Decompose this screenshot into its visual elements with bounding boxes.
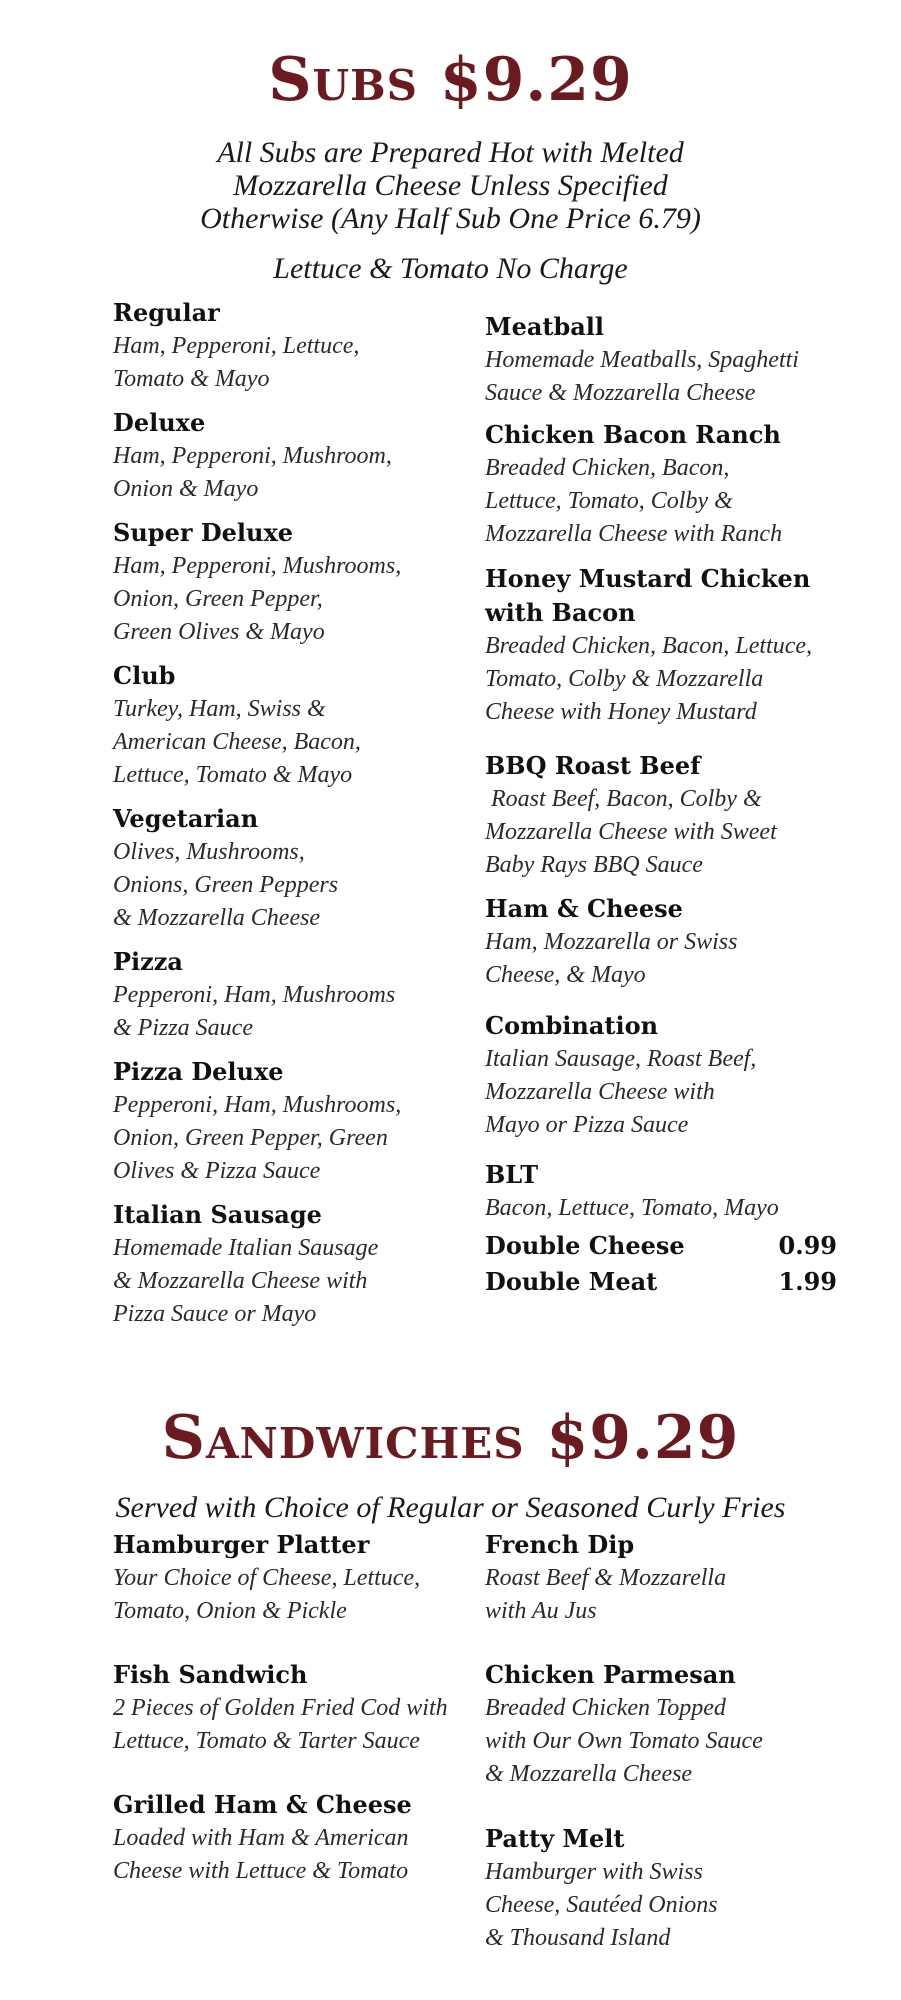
item-desc: Sauce & Mozzarella Cheese	[485, 380, 756, 406]
item-desc: Roast Beef, Bacon, Colby &	[485, 786, 762, 812]
subs-subtitle-line: All Subs are Prepared Hot with Melted	[217, 136, 684, 169]
item-desc: Ham, Pepperoni, Mushroom,	[113, 443, 392, 469]
subs-title: Subs $9.29	[268, 45, 633, 115]
item-name: Grilled Ham & Cheese	[113, 1790, 412, 1819]
item-desc: Onion, Green Pepper,	[113, 586, 323, 612]
item-desc: Cheese, Sautéed Onions	[485, 1892, 718, 1918]
item-name: Combination	[485, 1011, 659, 1040]
menu-item-regular	[113, 296, 463, 396]
item-desc: Pizza Sauce or Mayo	[113, 1301, 317, 1327]
item-name: Hamburger Platter	[113, 1530, 370, 1559]
item-desc: Breaded Chicken Topped	[485, 1695, 726, 1721]
item-desc: Homemade Meatballs, Spaghetti	[485, 347, 799, 373]
item-name: Pizza Deluxe	[113, 1057, 284, 1086]
item-desc: Tomato & Mayo	[113, 366, 270, 392]
subs-note: Lettuce & Tomato No Charge	[273, 252, 628, 285]
item-desc: with Au Jus	[485, 1598, 597, 1624]
addon-name: Double Cheese	[485, 1231, 685, 1260]
menu-item-chicken-parmesan	[485, 1658, 845, 1791]
item-desc: Onions, Green Peppers	[113, 872, 339, 898]
menu-item-vegetarian	[113, 802, 463, 935]
item-name: Vegetarian	[113, 804, 259, 833]
item-desc: Cheese with Lettuce & Tomato	[113, 1858, 409, 1884]
item-desc: Cheese, & Mayo	[485, 962, 646, 988]
item-name: Ham & Cheese	[485, 894, 683, 923]
addon-price: 1.99	[778, 1267, 837, 1296]
item-desc: Ham, Pepperoni, Lettuce,	[113, 333, 360, 359]
item-desc: Loaded with Ham & American	[113, 1825, 409, 1851]
sandwiches-subtitle: Served with Choice of Regular or Seasoned Curly Fries	[115, 1491, 786, 1524]
subs-subtitle	[0, 136, 901, 235]
item-desc: 2 Pieces of Golden Fried Cod with	[113, 1695, 448, 1721]
menu-item-pizza-deluxe	[113, 1055, 463, 1188]
menu-item-bbq-roast-beef	[485, 749, 845, 882]
item-desc: Mozzarella Cheese with	[485, 1079, 715, 1105]
item-name: Deluxe	[113, 408, 206, 437]
subs-subtitle-line: Mozzarella Cheese Unless Specified	[233, 169, 668, 202]
item-desc: & Pizza Sauce	[113, 1015, 253, 1041]
item-desc: & Mozzarella Cheese	[113, 905, 321, 931]
addon-double-cheese	[485, 1229, 837, 1263]
item-desc: Olives & Pizza Sauce	[113, 1158, 321, 1184]
item-name: Chicken Parmesan	[485, 1660, 736, 1689]
item-name: Honey Mustard Chicken	[485, 564, 811, 593]
item-desc: Bacon, Lettuce, Tomato, Mayo	[485, 1195, 779, 1221]
item-name: Regular	[113, 298, 220, 327]
item-desc: Olives, Mushrooms,	[113, 839, 305, 865]
item-desc: Turkey, Ham, Swiss &	[113, 696, 326, 722]
item-name: French Dip	[485, 1530, 635, 1559]
item-name: Club	[113, 661, 176, 690]
menu-item-grilled-ham-and-cheese	[113, 1788, 473, 1888]
item-desc: Green Olives & Mayo	[113, 619, 325, 645]
menu-item-ham-and-cheese	[485, 892, 845, 992]
item-name: Chicken Bacon Ranch	[485, 420, 781, 449]
addon-price: 0.99	[778, 1231, 837, 1260]
addon-double-meat	[485, 1265, 837, 1299]
item-desc: Breaded Chicken, Bacon, Lettuce,	[485, 633, 812, 659]
item-desc: Mozzarella Cheese with Ranch	[485, 521, 783, 547]
menu-item-super-deluxe	[113, 516, 463, 649]
item-desc: Ham, Mozzarella or Swiss	[485, 929, 738, 955]
addon-name: Double Meat	[485, 1267, 658, 1296]
item-desc: Lettuce, Tomato, Colby &	[485, 488, 733, 514]
item-desc: Italian Sausage, Roast Beef,	[485, 1046, 757, 1072]
item-desc: Lettuce, Tomato & Mayo	[113, 762, 353, 788]
item-name: Super Deluxe	[113, 518, 294, 547]
menu-item-patty-melt	[485, 1822, 845, 1955]
item-name: BBQ Roast Beef	[485, 751, 701, 780]
item-desc: Roast Beef & Mozzarella	[485, 1565, 727, 1591]
item-name-line2: with Bacon	[485, 598, 636, 627]
menu-item-italian-sausage	[113, 1198, 463, 1331]
menu-item-pizza	[113, 945, 463, 1045]
item-desc: Breaded Chicken, Bacon,	[485, 455, 730, 481]
subs-subtitle-line: Otherwise (Any Half Sub One Price 6.79)	[200, 202, 701, 235]
item-name: Patty Melt	[485, 1824, 625, 1853]
menu-item-club	[113, 659, 463, 792]
item-desc: Tomato, Onion & Pickle	[113, 1598, 347, 1624]
item-name: Fish Sandwich	[113, 1660, 308, 1689]
item-desc: Onion, Green Pepper, Green	[113, 1125, 388, 1151]
item-desc: Pepperoni, Ham, Mushrooms	[113, 982, 396, 1008]
sandwiches-title: Sandwiches $9.29	[161, 1403, 740, 1473]
item-name: Pizza	[113, 947, 183, 976]
menu-item-blt	[485, 1158, 845, 1225]
item-desc: Mozzarella Cheese with Sweet	[485, 819, 777, 845]
menu-item-chicken-bacon-ranch	[485, 418, 845, 551]
item-desc: Pepperoni, Ham, Mushrooms,	[113, 1092, 402, 1118]
item-desc: Your Choice of Cheese, Lettuce,	[113, 1565, 421, 1591]
menu-item-french-dip	[485, 1528, 845, 1628]
item-desc: American Cheese, Bacon,	[113, 729, 361, 755]
item-desc: Baby Rays BBQ Sauce	[485, 852, 703, 878]
menu-item-hamburger-platter	[113, 1528, 473, 1628]
item-name: Meatball	[485, 312, 605, 341]
item-desc: & Mozzarella Cheese with	[113, 1268, 368, 1294]
menu-item-meatball	[485, 310, 845, 410]
item-name: BLT	[485, 1160, 539, 1189]
item-desc: & Mozzarella Cheese	[485, 1761, 693, 1787]
item-desc: & Thousand Island	[485, 1925, 671, 1951]
item-desc: Onion & Mayo	[113, 476, 259, 502]
item-desc: Homemade Italian Sausage	[113, 1235, 379, 1261]
item-desc: Cheese with Honey Mustard	[485, 699, 757, 725]
item-desc: Tomato, Colby & Mozzarella	[485, 666, 764, 692]
item-desc: Mayo or Pizza Sauce	[485, 1112, 689, 1138]
menu-item-honey-mustard-chicken	[485, 562, 845, 729]
menu-item-fish-sandwich	[113, 1658, 483, 1758]
item-desc: Lettuce, Tomato & Tarter Sauce	[113, 1728, 420, 1754]
menu-item-combination	[485, 1009, 845, 1142]
menu-item-deluxe	[113, 406, 463, 506]
item-desc: Ham, Pepperoni, Mushrooms,	[113, 553, 402, 579]
item-name: Italian Sausage	[113, 1200, 322, 1229]
item-desc: with Our Own Tomato Sauce	[485, 1728, 763, 1754]
item-desc: Hamburger with Swiss	[485, 1859, 703, 1885]
